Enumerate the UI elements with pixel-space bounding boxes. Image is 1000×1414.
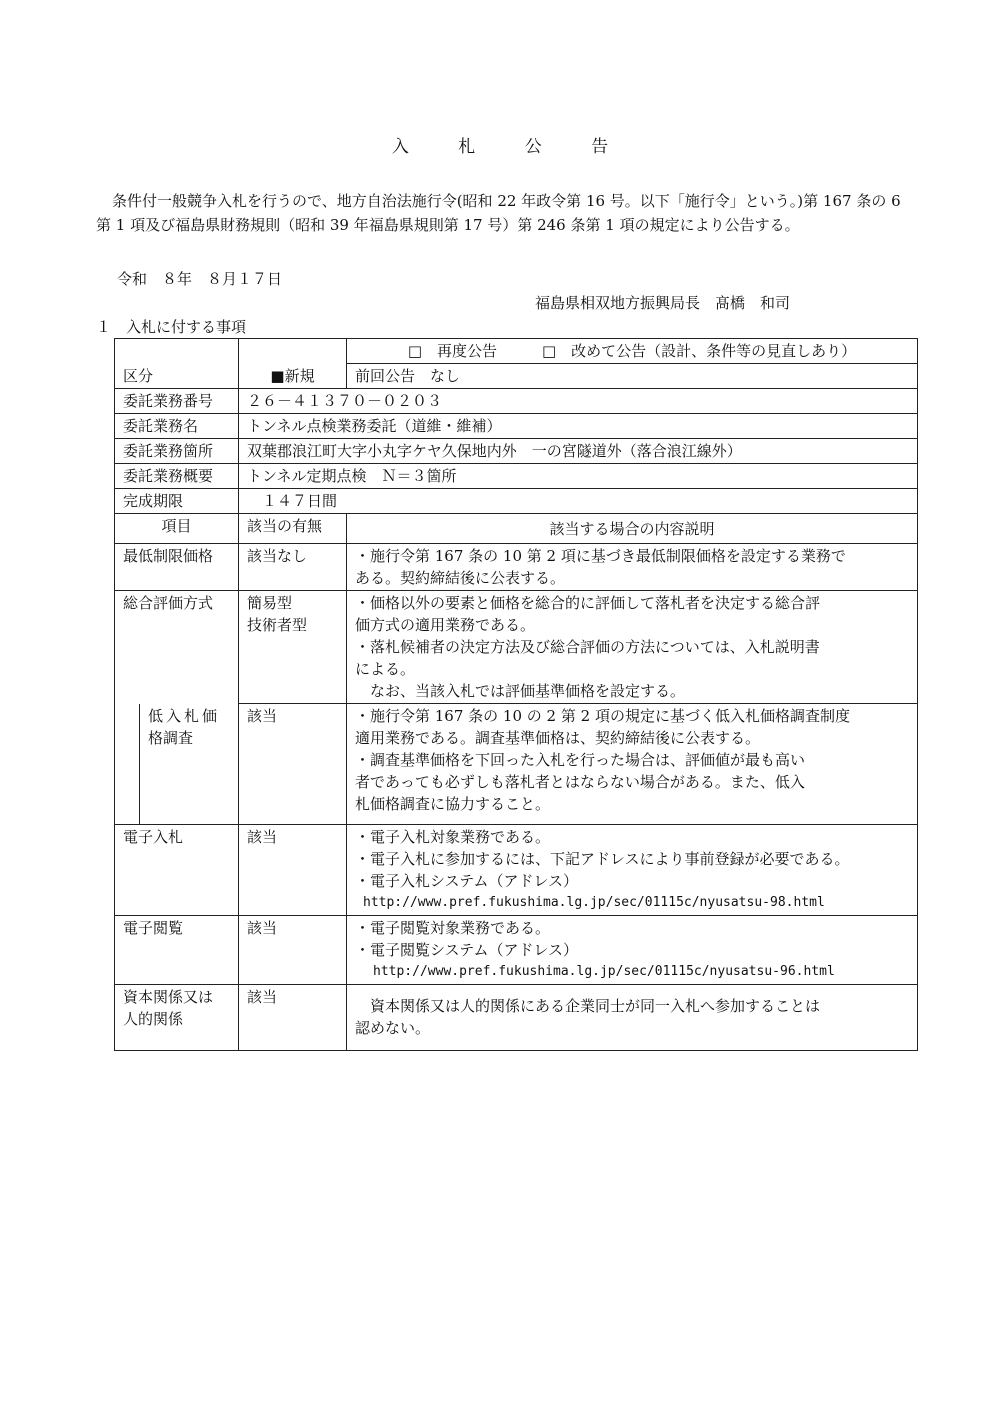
notice-options: □ 再度公告 □ 改めて公告（設計、条件等の見直しあり）	[347, 339, 918, 364]
description-line: ・調査基準価格を下回った入札を行った場合は、評価値が最も高い	[355, 751, 806, 769]
row-label: 委託業務番号	[115, 389, 239, 414]
previous-notice: 前回公告 なし	[347, 364, 918, 389]
description-line: ・電子閲覧対象業務である。	[355, 918, 551, 937]
e-view-description	[347, 915, 918, 984]
description-line: ・電子入札に参加するには、下記アドレスにより事前登録が必要である。	[355, 849, 850, 868]
row-value: トンネル定期点検 Ｎ＝３箇所	[239, 464, 918, 489]
capital-label: 資本関係又は	[123, 987, 214, 1006]
bid-details-table	[114, 338, 918, 1051]
description-line: 価方式の適用業務である。	[355, 616, 536, 634]
description-line: なお、当該入札では評価基準価格を設定する。	[355, 682, 686, 700]
row-label: 完成期限	[115, 489, 239, 514]
issuer: 福島県相双地方振興局長 髙橋 和司	[535, 294, 791, 312]
description-line: 札価格調査に協力すること。	[355, 795, 551, 813]
e-bid-applicable: 該当	[239, 824, 347, 915]
description-line: ・電子閲覧システム（アドレス）	[355, 940, 579, 959]
e-bid-label: 電子入札	[115, 824, 239, 915]
row-value: １４７日間	[239, 489, 918, 514]
row-value: ２６－４１３７０－０２０３	[239, 389, 918, 414]
comprehensive-applicable	[239, 591, 347, 704]
low-bid-applicable: 該当	[239, 704, 347, 825]
description-line: 者であっても必ずしも落札者とはならない場合がある。また、低入	[355, 773, 805, 791]
description-line: 適用業務である。調査基準価格は、契約締結後に公表する。	[355, 729, 761, 747]
min-price-description	[347, 544, 918, 591]
e-view-url-link[interactable]: http://www.pref.fukushima.lg.jp/sec/01115c/nyusatsu-96.html	[373, 963, 835, 979]
e-bid-url-link[interactable]: http://www.pref.fukushima.lg.jp/sec/01115c/nyusatsu-98.html	[363, 894, 825, 910]
row-value: 双葉郡浪江町大字小丸字ケヤ久保地内外 一の宮隧道外（落合浪江線外）	[239, 439, 918, 464]
row-label: 委託業務名	[115, 414, 239, 439]
row-label: 委託業務箇所	[115, 439, 239, 464]
e-view-label: 電子閲覧	[115, 915, 239, 984]
description-line: による。	[355, 660, 416, 678]
kubun-label: 区分	[115, 339, 239, 389]
description-line: 資本関係又は人的関係にある企業同士が同一入札へ参加することは	[355, 997, 821, 1015]
intro-paragraph: 条件付一般競争入札を行うので、地方自治法施行令(昭和 22 年政令第 16 号。以下「施行令」という。)第 167 条の 6 第 1 項及び福島県財務規則（昭和 39 年福島県規則第 17 号）第 246 条第 1 項の規定により公告する。	[96, 192, 901, 234]
description-line: ある。契約締結後に公表する。	[355, 569, 566, 587]
header-description: 該当する場合の内容説明	[347, 514, 918, 544]
capital-applicable: 該当	[239, 984, 347, 1050]
low-bid-description	[347, 704, 918, 825]
comprehensive-label: 総合評価方式	[115, 591, 239, 704]
comprehensive-description	[347, 591, 918, 704]
new-checkbox: ■新規	[239, 339, 347, 389]
capital-description	[347, 984, 918, 1050]
notice-date: 令和 ８年 ８月１７日	[117, 270, 283, 288]
header-applicable: 該当の有無	[239, 514, 347, 544]
description-line: ・電子入札システム（アドレス）	[355, 871, 579, 890]
description-line: ・施行令第 167 条の 10 の 2 第 2 項の規定に基づく低入札価格調査制度	[355, 707, 850, 725]
low-bid-label: 低入札価	[148, 706, 221, 725]
header-item: 項目	[115, 514, 239, 544]
min-price-applicable: 該当なし	[239, 544, 347, 591]
applicable-line: 技術者型	[247, 616, 308, 634]
row-label: 委託業務概要	[115, 464, 239, 489]
min-price-label: 最低制限価格	[115, 544, 239, 591]
section-heading: １ 入札に付する事項	[96, 318, 247, 336]
applicable-line: 簡易型	[247, 594, 293, 612]
description-line: ・価格以外の要素と価格を総合的に評価して落札者を決定する総合評	[355, 594, 821, 612]
low-bid-label: 格調査	[148, 728, 194, 747]
capital-label: 人的関係	[123, 1009, 184, 1028]
description-line: ・電子入札対象業務である。	[355, 827, 551, 846]
capital-label-cell	[115, 984, 239, 1050]
description-line: 認めない。	[355, 1019, 431, 1037]
row-value: トンネル点検業務委託（道維・維補）	[239, 414, 918, 439]
low-bid-label-cell	[115, 704, 239, 825]
e-bid-description	[347, 824, 918, 915]
e-view-applicable: 該当	[239, 915, 347, 984]
description-line: ・施行令第 167 条の 10 第 2 項に基づき最低制限価格を設定する業務で	[355, 547, 846, 565]
page-title: 入 札 公 告	[391, 137, 631, 157]
description-line: ・落札候補者の決定方法及び総合評価の方法については、入札説明書	[355, 638, 820, 656]
